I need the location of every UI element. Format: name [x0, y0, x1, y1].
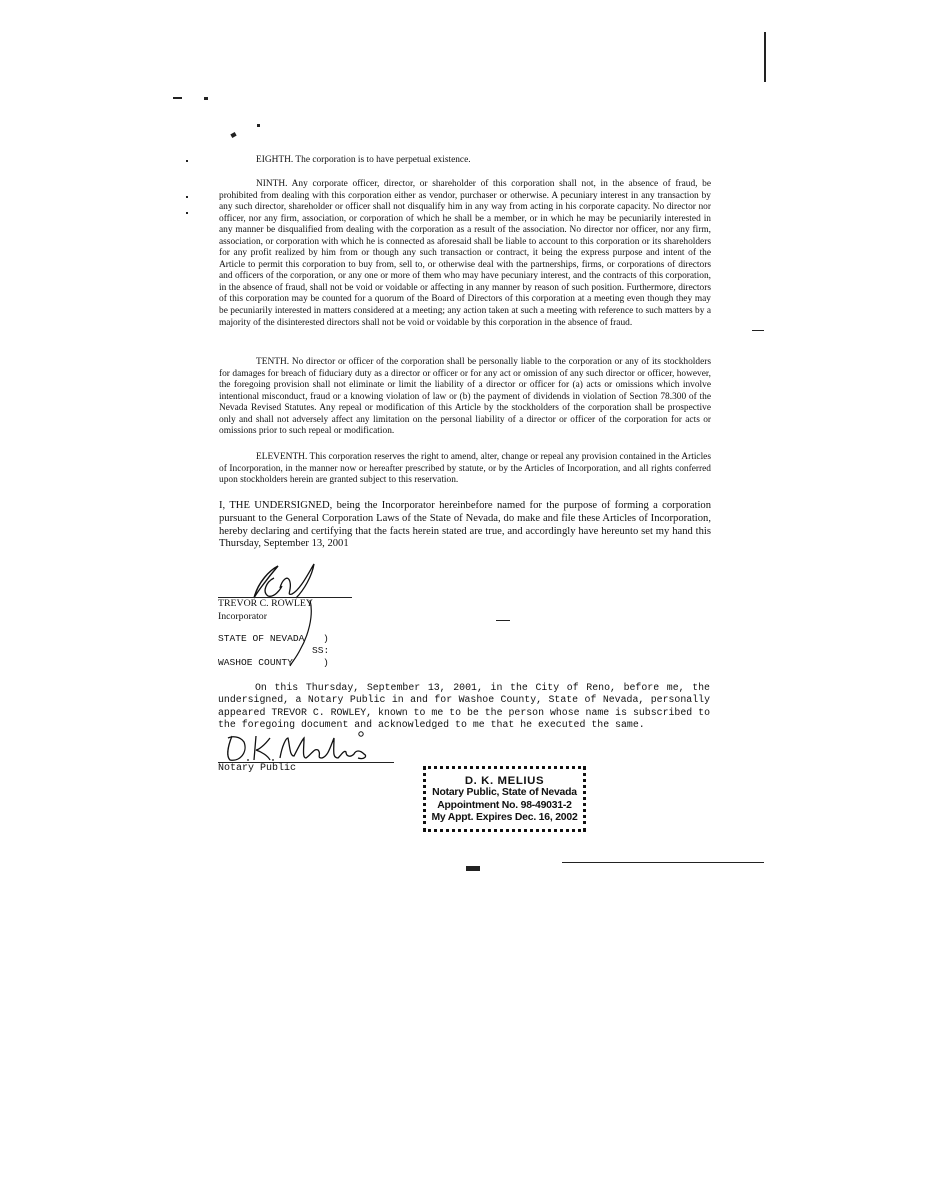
- notary-statement: On this Thursday, September 13, 2001, in the City of Reno, before me, the undersigned, a Notary Public in and for Washoe County, State of Nevada, personally appeared TREVOR C. ROWLEY, known to me to be the person whose name is subscribed to the foregoing document and acknowledged to me that he executed the same.: [218, 682, 710, 730]
- notary-stamp: [423, 766, 586, 832]
- scan-speck: [466, 866, 480, 871]
- venue-ss: SS:: [312, 645, 330, 656]
- scan-speck: [230, 132, 236, 138]
- scan-edge-line: [764, 32, 766, 82]
- scan-speck: [257, 124, 260, 127]
- article-eighth: EIGHTH. The corporation is to have perpetual existence.: [256, 155, 471, 165]
- article-tenth: TENTH. No director or officer of the corporation shall be personally liable to the corporation or any of its stockholders for damages for breach of fiduciary duty as a director or officer or for any act or omission of any such director or officer, however, the foregoing provision shall not eliminate or limit the liability of a director or officer for (a) acts or omissions which involve intentional misconduct, fraud or a knowing violation of law or (b) the payment of dividends in violation of Section 78.300 of the Nevada Revised Statutes. Any repeal or modification of this Article by the stockholders of the corporation shall be prospective only and shall not adversely affect any limitation on the personal liability of a director or officer of the corporation for acts or omissions prior to such repeal or modification.: [219, 357, 711, 437]
- stamp-expiration: My Appt. Expires Dec. 16, 2002: [431, 812, 578, 824]
- scan-speck: [173, 97, 182, 99]
- scan-speck: [186, 212, 188, 214]
- incorporator-title: Incorporator: [218, 611, 267, 622]
- scan-speck: [752, 330, 764, 331]
- scan-speck: [204, 97, 208, 100]
- undersigned-declaration: I, THE UNDERSIGNED, being the Incorporator hereinbefore named for the purpose of forming a corporation pursuant to the General Corporation Laws of the State of Nevada, do make and file these Articles of Incorporation, hereby declaring and certifying that the facts herein stated are true, and accordingly have hereunto set my hand this Thursday, September 13, 2001: [219, 500, 711, 550]
- notary-label: Notary Public: [218, 763, 297, 774]
- stamp-appointment-number: Appointment No. 98-49031-2: [437, 799, 572, 811]
- article-eleventh: ELEVENTH. This corporation reserves the right to amend, alter, change or repeal any provision contained in the Articles of Incorporation, in the manner now or hereafter prescribed by statute, or by the Articles of Incorporation, and all rights conferred upon stockholders herein are granted subject to this reservation.: [219, 452, 711, 486]
- venue-county: WASHOE COUNTY: [218, 657, 293, 668]
- scan-speck: [186, 196, 188, 198]
- stamp-notary-state: Notary Public, State of Nevada: [432, 787, 577, 799]
- scan-speck: [186, 160, 188, 162]
- stamp-notary-name: D. K. MELIUS: [464, 775, 545, 787]
- incorporator-name: TREVOR C. ROWLEY: [218, 598, 313, 609]
- article-ninth: NINTH. Any corporate officer, director, or shareholder of this corporation shall not, in the absence of fraud, be prohibited from dealing with this corporation either as vendor, purchaser or otherwise. A pecuniary interest in any transaction by any such director, shareholder or officer shall not disqualify him in any way from acting in his corporate capacity. No director nor officer, nor any firm, association, or corporation of which he shall be a member, or in which he may be pecuniarily interested in any manner be disqualified from dealing with the corporation as a result of the association. No director nor officer, nor any firm, association, or corporation with which he is connected as aforesaid shall be liable to account to this corporation or its shareholders for any profit realized by him from or though any such transaction or contract, it being the express purpose and intent of the Article to permit this corporation to buy from, sell to, or otherwise deal with the partnerships, firms, or corporations of directors and officers of the corporation, or any one or more of them who may have pecuniary interest, and the contracts of this corporation, in the absence of fraud, shall not be void or voidable or affecting in any manner by reason of such position. Furthermore, directors of this corporation may be counted for a quorum of the Board of Directors of this corporation at a meeting even though they may be pecuniarily interested in matters considered at a meeting; any action taken at such a meeting with reference to such matters by a majority of the disinterested directors shall not be void or voidable by this corporation in the absence of fraud.: [219, 179, 711, 328]
- venue-state: STATE OF NEVADA: [218, 633, 305, 644]
- venue-bracket: ): [323, 633, 329, 644]
- scan-speck: [496, 620, 510, 621]
- venue-bracket: ): [323, 657, 329, 668]
- scan-edge-line: [562, 862, 764, 863]
